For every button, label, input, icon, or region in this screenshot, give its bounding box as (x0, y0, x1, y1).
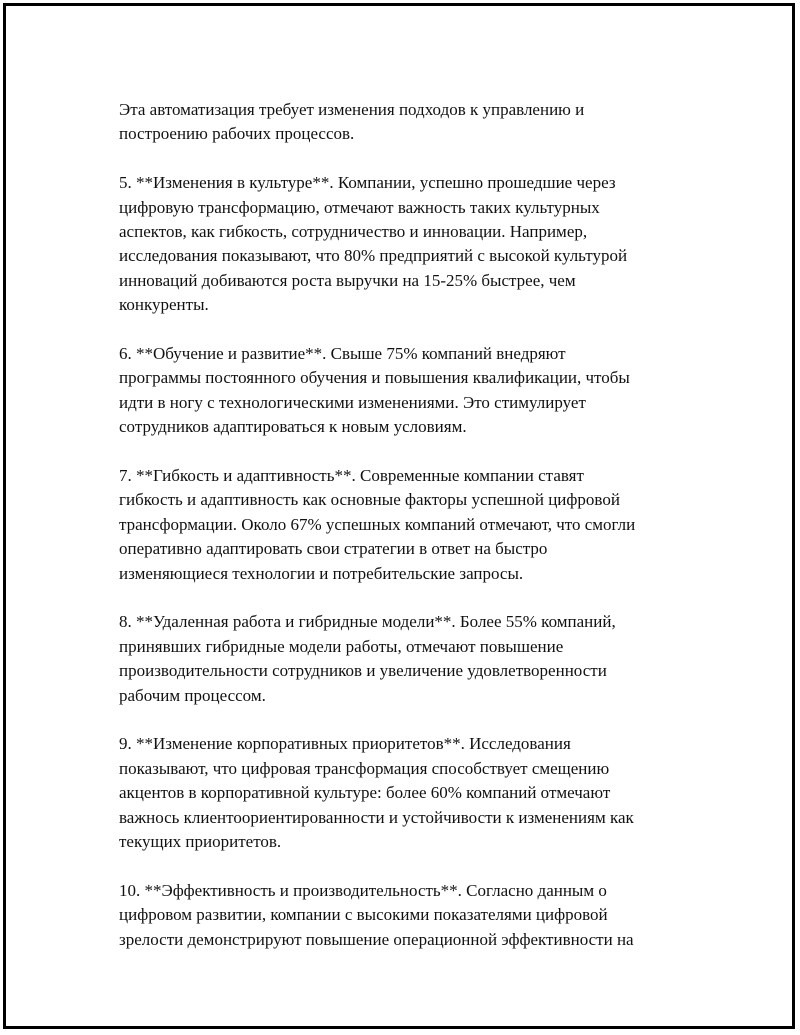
paragraph-item-7 (119, 464, 689, 586)
text-line: акцентов в корпоративной культуре: более 60% компаний отмечают (119, 783, 611, 803)
text-line: Эта автоматизация требует изменения подходов к управлению и (119, 100, 585, 119)
text-line: 5. **Изменения в культуре**. Компании, успешно прошедшие через (119, 173, 616, 193)
text-line: конкуренты. (119, 295, 209, 315)
text-line: цифровую трансформацию, отмечают важность таких культурных (119, 197, 600, 217)
text-line: трансформации. Около 67% успешных компаний отмечают, что смогли (119, 514, 636, 534)
text-line: исследования показывают, что 80% предприятий с высокой культурой (119, 246, 628, 266)
text-line: 7. **Гибкость и адаптивность**. Современные компании ставят (119, 466, 584, 486)
page-frame (3, 3, 795, 1029)
text-line: аспектов, как гибкость, сотрудничество и инновации. Например, (119, 222, 588, 242)
text-line: 10. **Эффективность и производительность**. Согласно данным о (119, 880, 607, 900)
text-line: гибкость и адаптивность как основные факторы успешной цифровой (119, 490, 620, 510)
paragraph-item-10 (119, 879, 689, 952)
text-line: 8. **Удаленная работа и гибридные модели**. Более 55% компаний, (119, 612, 616, 632)
text-line: оперативно адаптировать свои стратегии в ответ на быстро (119, 539, 548, 559)
text-line: построению рабочих процессов. (119, 124, 355, 144)
text-line: показывают, что цифровая трансформация способствует смещению (119, 758, 610, 778)
text-line: сотрудников адаптироваться к новым условиям. (119, 417, 467, 437)
paragraph-intro (119, 98, 689, 147)
paragraph-item-9 (119, 732, 689, 854)
text-line: изменяющиеся технологии и потребительские запросы. (119, 563, 524, 583)
paragraph-item-6 (119, 342, 689, 440)
text-line: 6. **Обучение и развитие**. Свыше 75% компаний внедряют (119, 344, 566, 364)
text-line: рабочим процессом. (119, 685, 266, 705)
text-line: производительности сотрудников и увеличение удовлетворенности (119, 661, 607, 681)
text-line: 9. **Изменение корпоративных приоритетов**. Исследования (119, 734, 571, 754)
paragraph-item-5 (119, 171, 689, 317)
document-body (119, 98, 689, 977)
paragraph-item-8 (119, 610, 689, 708)
text-line: идти в ногу с технологическими изменениями. Это стимулирует (119, 392, 586, 412)
text-line: программы постоянного обучения и повышения квалификации, чтобы (119, 368, 630, 388)
text-line: принявших гибридные модели работы, отмечают повышение (119, 636, 564, 656)
text-line: зрелости демонстрируют повышение операционной эффективности на (119, 929, 634, 949)
text-line: важнось клиентоориентированности и устойчивости к изменениям как (119, 807, 634, 827)
text-line: цифровом развитии, компании с высокими показателями цифровой (119, 905, 608, 925)
text-line: текущих приоритетов. (119, 832, 282, 852)
text-line: инноваций добиваются роста выручки на 15-25% быстрее, чем (119, 270, 576, 290)
